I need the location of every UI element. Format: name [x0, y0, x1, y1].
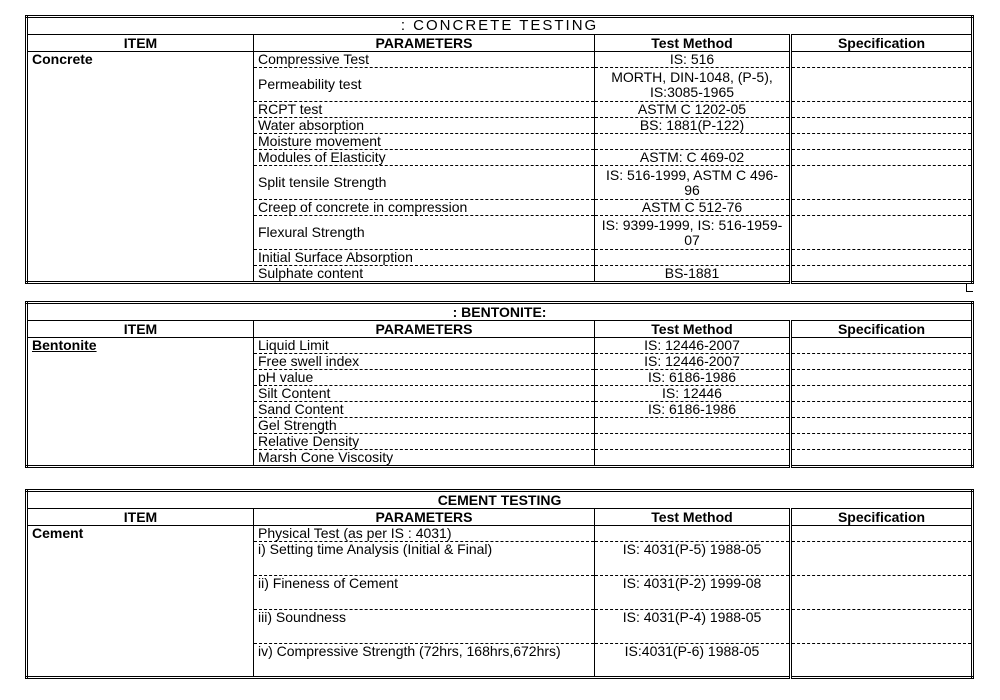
bentonite-table-title: : BENTONITE: — [27, 303, 973, 321]
spec-cell — [791, 200, 973, 216]
method-cell: IS: 12446-2007 — [595, 338, 791, 354]
method-cell — [595, 250, 791, 266]
parameter-cell: Modules of Elasticity — [254, 150, 595, 166]
method-cell: IS: 4031(P-4) 1988-05 — [595, 610, 791, 644]
parameter-cell: ii) Fineness of Cement — [254, 576, 595, 610]
spec-cell — [791, 434, 973, 450]
cement-table-title: CEMENT TESTING — [27, 491, 973, 509]
method-cell — [595, 526, 791, 542]
parameter-cell: Sand Content — [254, 402, 595, 418]
parameter-cell: pH value — [254, 370, 595, 386]
parameters-header: PARAMETERS — [254, 35, 595, 52]
parameter-cell: i) Setting time Analysis (Initial & Final) — [254, 542, 595, 576]
parameter-cell: Liquid Limit — [254, 338, 595, 354]
parameters-header: PARAMETERS — [254, 321, 595, 338]
parameter-cell: Water absorption — [254, 118, 595, 134]
spec-cell — [791, 576, 973, 610]
parameter-cell: Relative Density — [254, 434, 595, 450]
parameter-cell: iii) Soundness — [254, 610, 595, 644]
parameter-cell: Gel Strength — [254, 418, 595, 434]
method-cell — [595, 418, 791, 434]
bentonite-testing-table — [25, 301, 974, 468]
method-cell: BS-1881 — [595, 266, 791, 283]
test-method-header: Test Method — [595, 509, 791, 526]
method-cell: IS:4031(P-6) 1988-05 — [595, 644, 791, 678]
spec-cell — [791, 266, 973, 283]
spec-cell — [791, 450, 973, 467]
table-row — [27, 338, 973, 354]
parameter-cell: Silt Content — [254, 386, 595, 402]
spec-cell — [791, 610, 973, 644]
spec-cell — [791, 526, 973, 542]
parameter-cell: Marsh Cone Viscosity — [254, 450, 595, 467]
parameter-cell: iv) Compressive Strength (72hrs, 168hrs,672hrs) — [254, 644, 595, 678]
spec-cell — [791, 354, 973, 370]
method-cell — [595, 134, 791, 150]
item-header: ITEM — [27, 509, 254, 526]
method-cell: MORTH, DIN-1048, (P-5), IS:3085-1965 — [595, 68, 791, 102]
test-method-header: Test Method — [595, 321, 791, 338]
method-cell — [595, 450, 791, 467]
specification-header: Specification — [791, 35, 973, 52]
table-row — [27, 526, 973, 542]
parameter-cell: Compressive Test — [254, 52, 595, 68]
parameter-cell: Free swell index — [254, 354, 595, 370]
method-cell: IS: 516 — [595, 52, 791, 68]
item-cell: Cement — [27, 526, 254, 678]
method-cell: IS: 4031(P-5) 1988-05 — [595, 542, 791, 576]
table-row — [27, 52, 973, 68]
parameter-cell: Flexural Strength — [254, 216, 595, 250]
parameter-cell: RCPT test — [254, 102, 595, 118]
parameters-header: PARAMETERS — [254, 509, 595, 526]
specification-header: Specification — [791, 321, 973, 338]
parameter-cell: Moisture movement — [254, 134, 595, 150]
spec-cell — [791, 370, 973, 386]
item-cell: Concrete — [27, 52, 254, 283]
spec-cell — [791, 644, 973, 678]
spec-cell — [791, 338, 973, 354]
method-cell: IS: 4031(P-2) 1999-08 — [595, 576, 791, 610]
spec-cell — [791, 250, 973, 266]
spec-cell — [791, 102, 973, 118]
spec-cell — [791, 134, 973, 150]
item-header: ITEM — [27, 35, 254, 52]
item-header: ITEM — [27, 321, 254, 338]
spec-cell — [791, 150, 973, 166]
spec-cell — [791, 52, 973, 68]
specification-header: Specification — [791, 509, 973, 526]
method-cell: IS: 9399-1999, IS: 516-1959-07 — [595, 216, 791, 250]
method-cell: BS: 1881(P-122) — [595, 118, 791, 134]
spec-cell — [791, 166, 973, 200]
cement-testing-table — [25, 489, 974, 679]
method-cell: ASTM: C 469-02 — [595, 150, 791, 166]
parameter-cell: Physical Test (as per IS : 4031) — [254, 526, 595, 542]
parameter-cell: Sulphate content — [254, 266, 595, 283]
test-method-header: Test Method — [595, 35, 791, 52]
method-cell: ASTM C 1202-05 — [595, 102, 791, 118]
method-cell: IS: 12446-2007 — [595, 354, 791, 370]
parameter-cell: Split tensile Strength — [254, 166, 595, 200]
parameter-cell: Permeability test — [254, 68, 595, 102]
spec-cell — [791, 542, 973, 576]
concrete-table-title: : CONCRETE TESTING — [27, 17, 973, 35]
method-cell: ASTM C 512-76 — [595, 200, 791, 216]
spec-cell — [791, 68, 973, 102]
spec-cell — [791, 402, 973, 418]
concrete-testing-table — [25, 15, 974, 284]
method-cell: IS: 516-1999, ASTM C 496-96 — [595, 166, 791, 200]
spec-cell — [791, 118, 973, 134]
item-cell: Bentonite — [27, 338, 254, 467]
spec-cell — [791, 216, 973, 250]
parameter-cell: Creep of concrete in compression — [254, 200, 595, 216]
method-cell: IS: 6186-1986 — [595, 370, 791, 386]
parameter-cell: Initial Surface Absorption — [254, 250, 595, 266]
spec-cell — [791, 418, 973, 434]
corner-mark — [966, 283, 973, 292]
method-cell: IS: 6186-1986 — [595, 402, 791, 418]
method-cell: IS: 12446 — [595, 386, 791, 402]
spec-cell — [791, 386, 973, 402]
method-cell — [595, 434, 791, 450]
